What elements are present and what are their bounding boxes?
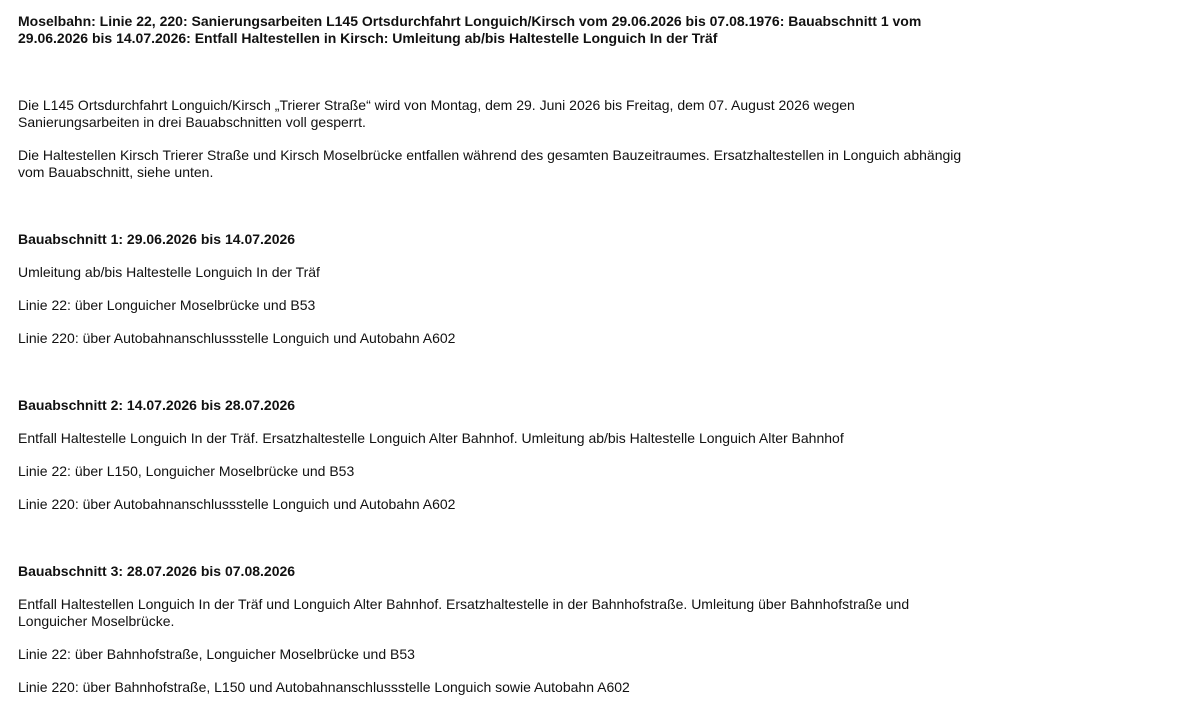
section-heading: Bauabschnitt 2: 14.07.2026 bis 28.07.2026 (18, 397, 296, 413)
section-line: Linie 22: über Longuicher Moselbrücke und B53 (18, 297, 316, 313)
section-line: Entfall Haltestellen Longuich In der Träf und Longuich Alter Bahnhof. Ersatzhaltestelle in der Bahnhofstraße. Umleitung über Bahnhofstraße und Longuicher Moselbrücke. (18, 596, 910, 629)
section-line: Entfall Haltestelle Longuich In der Träf. Ersatzhaltestelle Longuich Alter Bahnhof. Umleitung ab/bis Haltestelle Longuich Alter Bahnhof (18, 430, 844, 446)
section-line: Linie 22: über Bahnhofstraße, Longuicher Moselbrücke und B53 (18, 646, 415, 662)
section-heading: Bauabschnitt 1: 29.06.2026 bis 14.07.2026 (18, 231, 296, 247)
notice-title: Moselbahn: Linie 22, 220: Sanierungsarbeiten L145 Ortsdurchfahrt Longuich/Kirsch vom 29.06.2026 bis 07.08.1976: Bauabschnitt 1 vom 29.06.2026 bis 14.07.2026: Entfall Haltestellen in Kirsch: Umleitung ab/bis Haltestelle Longuich In der Träf (18, 13, 922, 46)
section-heading: Bauabschnitt 3: 28.07.2026 bis 07.08.2026 (18, 563, 296, 579)
section-bauabschnitt-3 (18, 563, 968, 696)
section-line: Linie 22: über L150, Longuicher Moselbrücke und B53 (18, 463, 355, 479)
section-bauabschnitt-1 (18, 231, 968, 347)
intro-paragraph: Die L145 Ortsdurchfahrt Longuich/Kirsch „Trierer Straße“ wird von Montag, dem 29. Juni 2026 bis Freitag, dem 07. August 2026 wegen Sanierungsarbeiten in drei Bauabschnitten voll gesperrt. (18, 97, 855, 130)
section-bauabschnitt-2 (18, 397, 968, 513)
section-line: Umleitung ab/bis Haltestelle Longuich In der Träf (18, 264, 320, 280)
section-line: Linie 220: über Bahnhofstraße, L150 und Autobahnanschlussstelle Longuich sowie Autobahn A602 (18, 679, 630, 695)
section-line: Linie 220: über Autobahnanschlussstelle Longuich und Autobahn A602 (18, 330, 456, 346)
section-line: Linie 220: über Autobahnanschlussstelle Longuich und Autobahn A602 (18, 496, 456, 512)
intro-paragraph: Die Haltestellen Kirsch Trierer Straße und Kirsch Moselbrücke entfallen während des gesamten Bauzeitraumes. Ersatzhaltestellen in Longuich abhängig vom Bauabschnitt, siehe unten. (18, 147, 962, 180)
notice-document (18, 13, 968, 696)
